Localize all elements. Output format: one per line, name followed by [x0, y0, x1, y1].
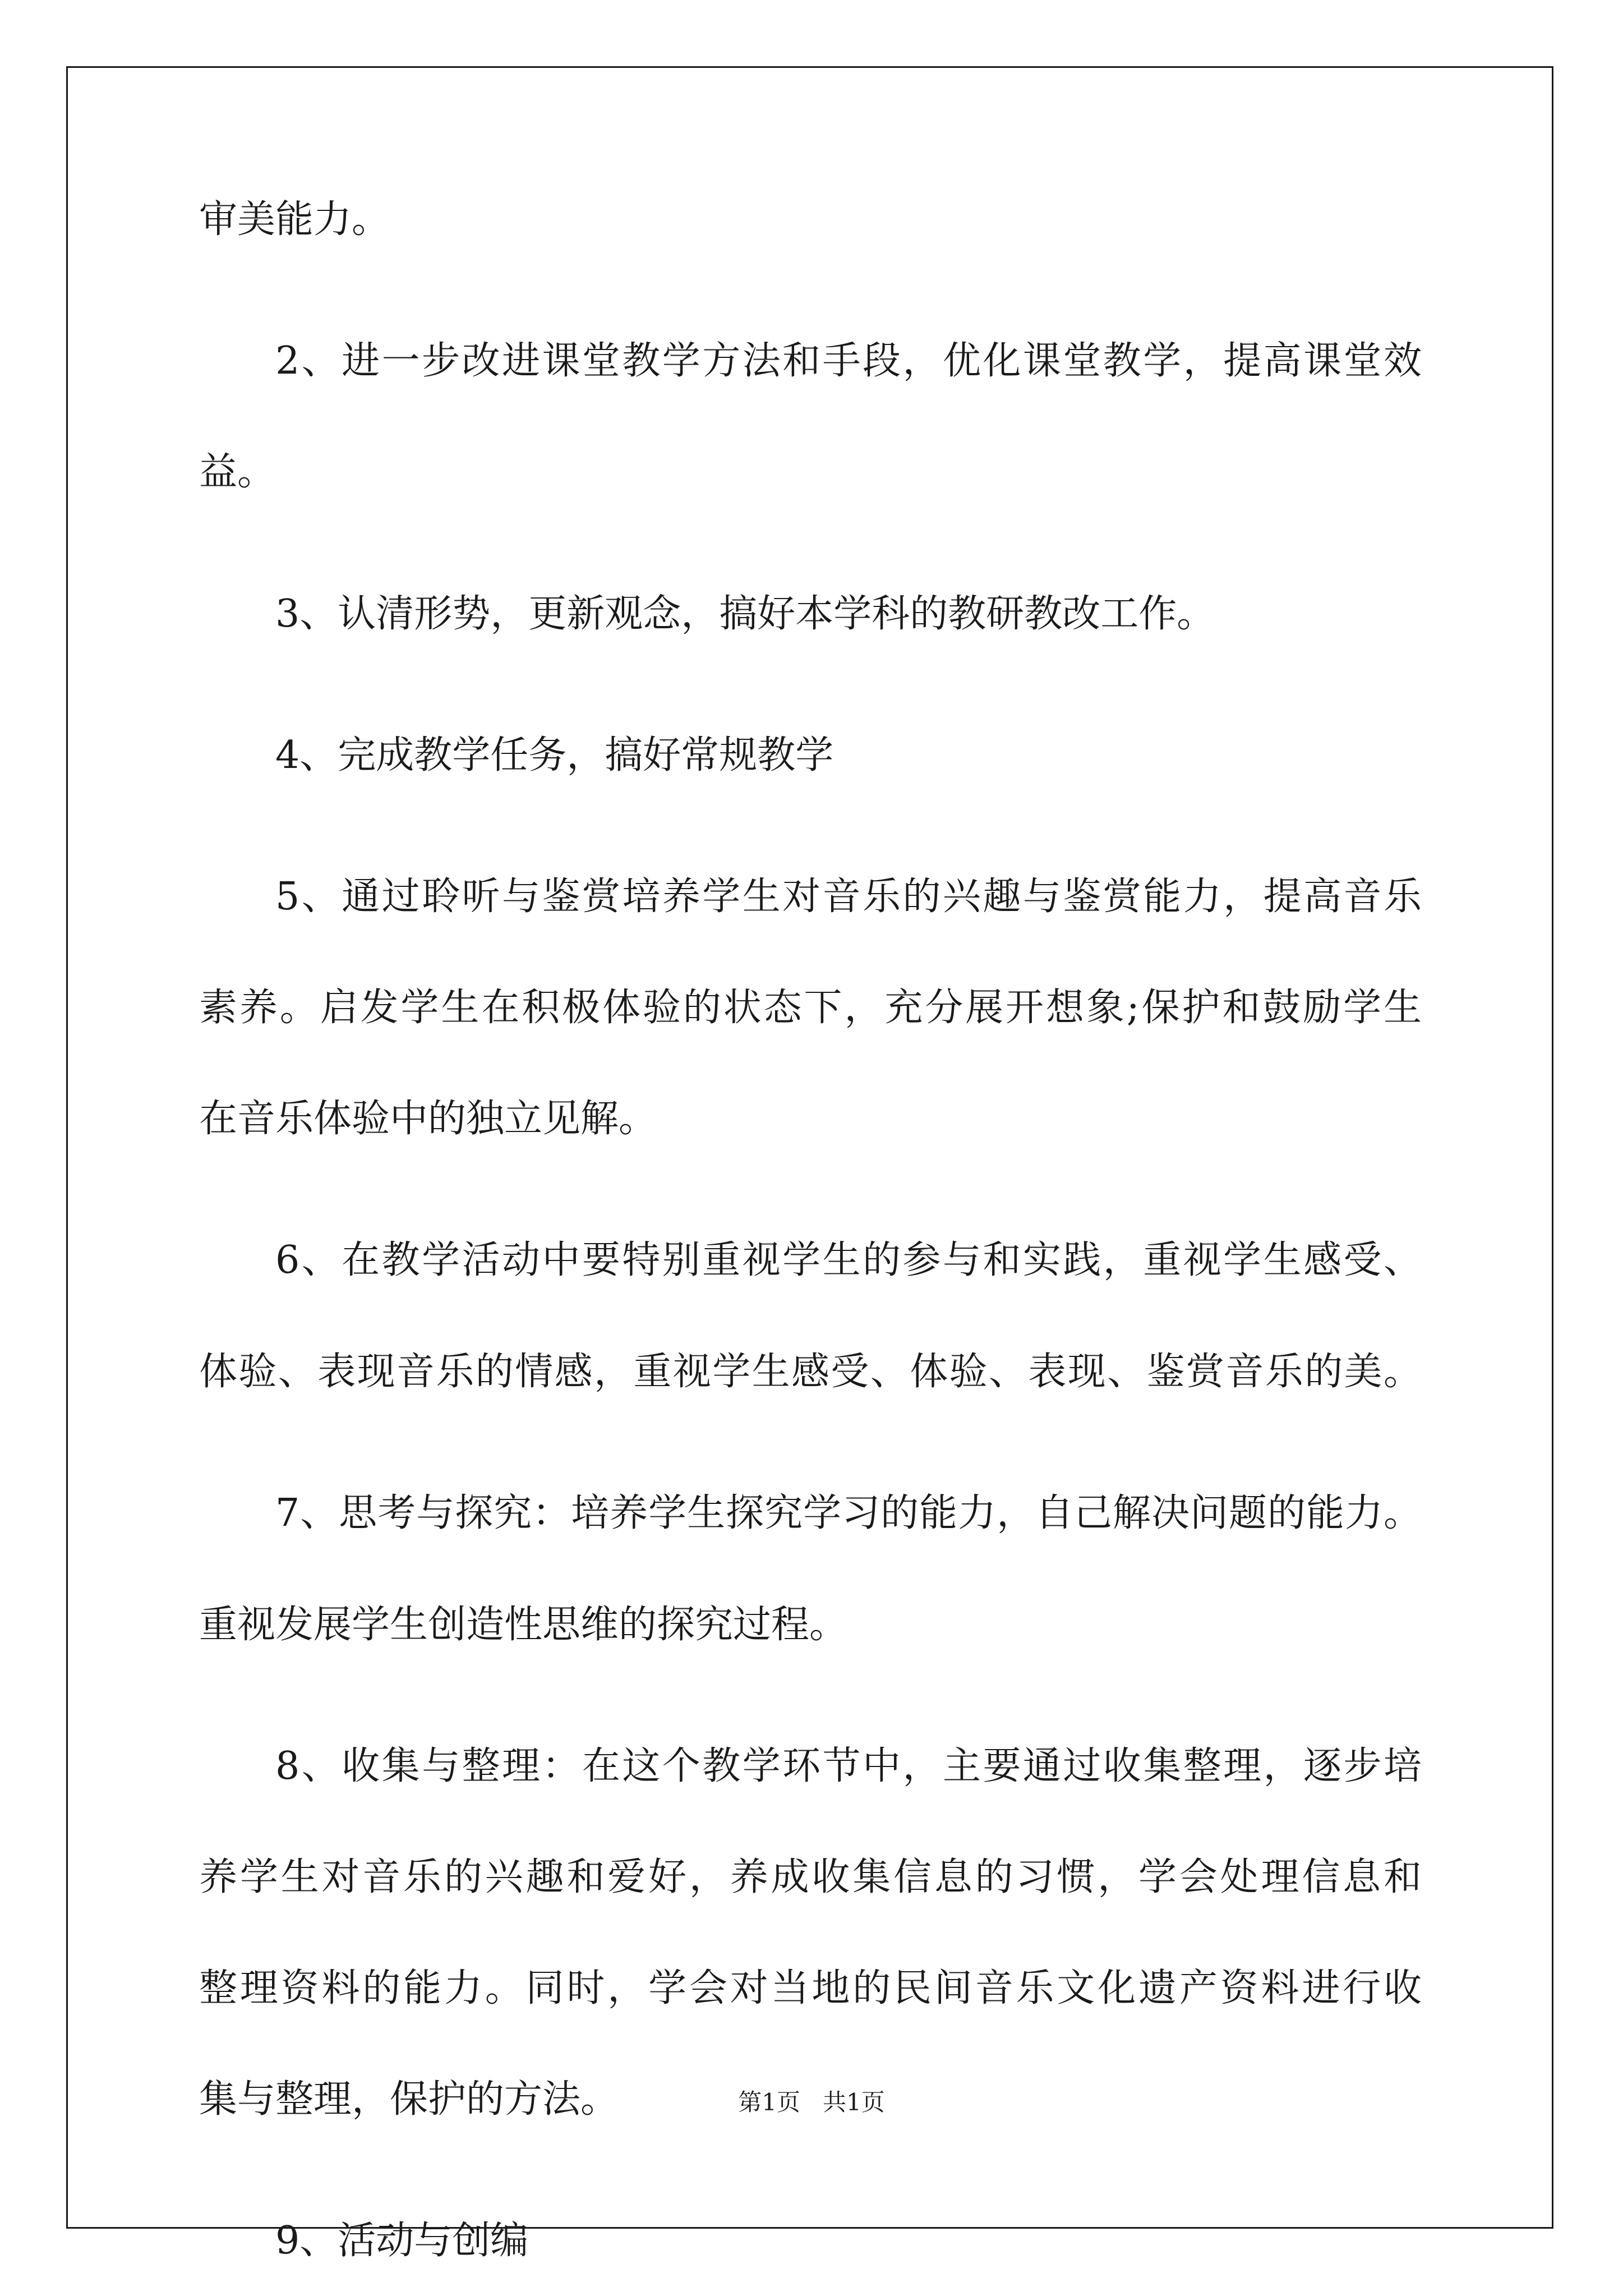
text-line: 整理资料的能力。同时，学会对当地的民间音乐文化遗产资料进行收 [199, 1966, 1422, 2010]
text-line: 益。 [199, 450, 276, 494]
text-line: 集与整理，保护的方法。 [199, 2077, 619, 2122]
text-line: 8、收集与整理：在这个教学环节中，主要通过收集整理，逐步培 [275, 1744, 1422, 1788]
text-line: 在音乐体验中的独立见解。 [199, 1097, 657, 1141]
text-line: 养学生对音乐的兴趣和爱好，养成收集信息的习惯，学会处理信息和 [199, 1855, 1422, 1899]
text-line: 6、在教学活动中要特别重视学生的参与和实践，重视学生感受、 [275, 1238, 1422, 1282]
text-line: 重视发展学生创造性思维的探究过程。 [199, 1603, 848, 1647]
text-line: 4、完成教学任务，搞好常规教学 [275, 733, 834, 777]
text-line: 5、通过聆听与鉴赏培养学生对音乐的兴趣与鉴赏能力，提高音乐 [275, 875, 1422, 919]
text-line: 素养。启发学生在积极体验的状态下，充分展开想象;保护和鼓励学生 [199, 986, 1422, 1030]
text-line: 2、进一步改进课堂教学方法和手段，优化课堂教学，提高课堂效 [275, 339, 1422, 383]
text-line: 审美能力。 [199, 197, 390, 242]
page-number-footer: 第1页 共1页 [738, 2088, 885, 2116]
page-border [66, 66, 1553, 2229]
text-line: 3、认清形势，更新观念，搞好本学科的教研教改工作。 [275, 592, 1215, 636]
text-line: 9、活动与创编 [275, 2219, 529, 2263]
text-line: 7、思考与探究：培养学生探究学习的能力，自己解决问题的能力。 [275, 1491, 1422, 1535]
text-line: 体验、表现音乐的情感，重视学生感受、体验、表现、鉴赏音乐的美。 [199, 1350, 1422, 1394]
